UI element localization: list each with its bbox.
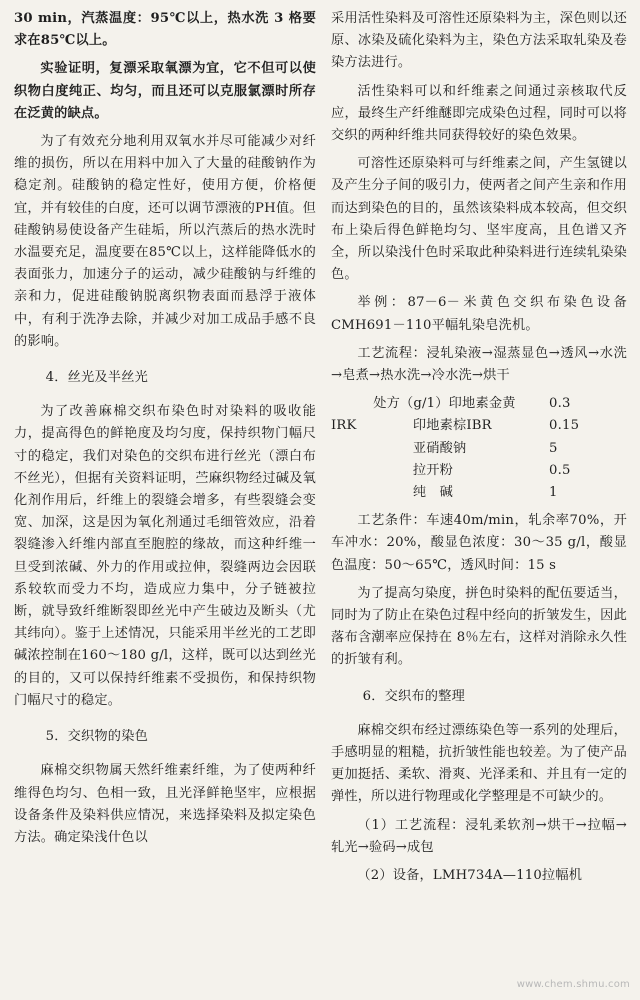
- paragraph: 工艺流程：浸轧染液→湿蒸显色→透风→水洗→皂煮→热水洗→冷水洗→烘干: [331, 345, 627, 384]
- section-heading-6: 6．交织布的整理: [362, 688, 465, 704]
- recipe-value: 0.15: [549, 418, 580, 434]
- watermark: www.chem.shmu.com: [516, 978, 630, 990]
- table-row: [331, 460, 627, 482]
- section-heading-4: 4．丝光及半丝光: [45, 370, 148, 386]
- recipe-value: 5: [549, 440, 558, 456]
- paragraph: 为了有效充分地利用双氧水并尽可能减少对纤维的损伤，所以在用料中加入了大量的硅酸钠作为稳定剂。硅酸钠的稳定性好，使用方便，价格便宜，并有较佳的白度，还可以调节漂液的PH值。但硅酸钠易使设备产生硅垢，所以汽蒸后的热水洗时水温要充足，温度要在85℃以上，这样能降低水的表面张力，加速分子的运动，减少硅酸钠与纤维的亲和力，促进硅酸钠脱离织物表面而悬浮于液体中，有利于洗净去除，并减少对加工成品手感不良的影响。: [14, 134, 316, 349]
- table-row: [331, 438, 627, 460]
- paragraph: 为了提高匀染度，拼色时染料的配伍要适当，同时为了防止在染色过程中经向的折皱发生，因此落布含潮率应保持在 8％左右，这样对消除永久性的折皱有利。: [331, 585, 627, 668]
- section-heading-5: 5．交织物的染色: [45, 729, 148, 745]
- recipe-head: 处方（g/1）: [373, 396, 449, 412]
- recipe-table: [331, 393, 627, 504]
- recipe-value: 0.3: [549, 396, 571, 412]
- recipe-ingredient: 亚硝酸钠: [412, 440, 467, 456]
- recipe-ingredient: 印地素金黄IRK: [331, 396, 516, 434]
- paragraph: 举例：87－6－米黄色交织布染色设备CMH691－110平幅轧染皂洗机。: [331, 295, 627, 333]
- paragraph: 活性染料可以和纤维素之间通过亲核取代反应，最终生产纤维醚即完成染色过程，同时可以将交织的两种纤维共同获得较好的染色效果。: [331, 83, 627, 144]
- recipe-ingredient: 拉开粉: [412, 462, 453, 478]
- table-row: [331, 482, 627, 504]
- paragraph: （2）设备，LMH734A—110拉幅机: [357, 868, 583, 884]
- paragraph: 可溶性还原染料可与纤维素之间，产生氢键以及产生分子间的吸引力，使两者之间产生亲和作用而达到染色的目的，虽然该染料成本较高，但交织布上染后得色鲜艳均匀、坚牢度高，且色谱又齐全，所以染浅什色时采取此种染料进行连续轧染染色。: [331, 156, 627, 283]
- paragraph: 为了改善麻棉交织布染色时对染料的吸收能力，提高得色的鲜艳度及均匀度，保持织物门幅尺寸的稳定，我们对染色的交织布进行丝光（漂白布不丝光），但据有关资料证明，苎麻织物经过碱及氧化剂作用后，纤维上的裂缝会增多，有些裂缝会变宽、加深，这是因为氧化剂通过毛细管效应，沿着裂缝渗入纤维内部直至胞腔的缘故，而这种纤维一旦受到浓碱、外力的作用或拉伸，裂缝两边会因联系较软而受力不均，造成应力集中，分子链被拉断，就导致纤维断裂即丝光中产生破边及断头（尤其纬向）。鉴于上述情况，只能采用半丝光的工艺即碱浓控制在160～180 g/l，这样，既可以达到丝光的目的，又可以保持纤维素不受损伤，和保持织物门幅尺寸的稳定。: [14, 404, 316, 708]
- recipe-ingredient: 纯 碱: [412, 485, 453, 500]
- right-column: [331, 8, 627, 893]
- paragraph: 工艺条件：车速40m/min，轧余率70%，开车冲水：20%，酸显色浓度：30～35 g/l，酸显色温度：50～65℃，透风时间：15 s: [331, 513, 627, 573]
- paragraph: 麻棉交织布经过漂练染色等一系列的处理后，手感明显的粗糙，抗折皱性能也较差。为了使产品更加挺括、柔软、滑爽、光泽柔和、并且有一定的弹性，所以进行物理或化学整理是不可缺少的。: [331, 722, 627, 805]
- paragraph: 30 min，汽蒸温度：95℃以上，热水洗 3 格要求在85℃以上。: [14, 11, 316, 49]
- paragraph: 采用活性染料及可溶性还原染料为主，深色则以还原、冰染及硫化染料为主，染色方法采取轧染及卷染方法进行。: [331, 11, 627, 71]
- left-column: [14, 8, 316, 855]
- paragraph: 麻棉交织物属天然纤维素纤维，为了使两种纤维得色均匀、色相一致，且光泽鲜艳坚牢，应根据设备条件及染料供应情况，来选择染料及拟定染色方法。确定染浅什色以: [14, 763, 316, 845]
- recipe-value: 1: [549, 485, 558, 500]
- table-row: [331, 415, 627, 437]
- recipe-ingredient: 印地素棕IBR: [412, 418, 492, 434]
- paragraph: （1）工艺流程：浸轧柔软剂→烘干→拉幅→轧光→验码→成包: [331, 817, 627, 855]
- paragraph: 实验证明，复漂采取氧漂为宜，它不但可以使织物白度纯正、均匀，而且还可以克服氯漂时所存在泛黄的缺点。: [14, 61, 316, 121]
- recipe-value: 0.5: [549, 462, 571, 478]
